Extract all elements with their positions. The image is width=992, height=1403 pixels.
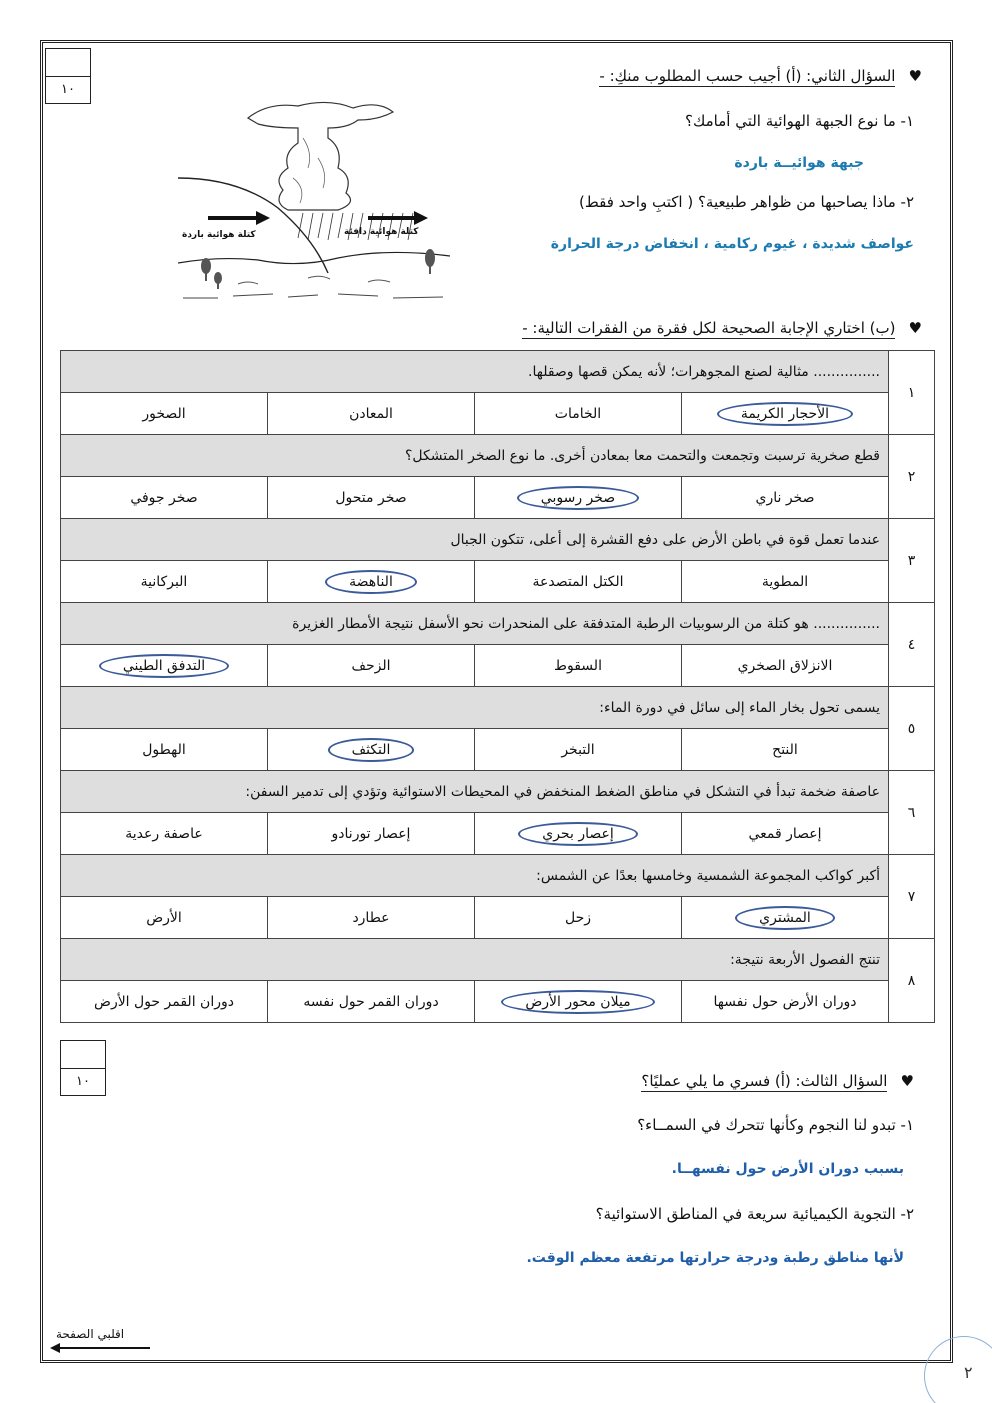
mcq-option-circled-answer: المشتري bbox=[735, 906, 835, 930]
q2-b-heading bbox=[522, 318, 922, 337]
mcq-option[interactable] bbox=[61, 897, 268, 939]
q2-b-title: (ب) اختاري الإجابة الصحيحة لكل فقرة من الفقرات التالية: - bbox=[522, 319, 896, 337]
mcq-option[interactable] bbox=[268, 393, 475, 435]
mcq-number: ١ bbox=[889, 351, 935, 435]
mcq-option[interactable] bbox=[268, 981, 475, 1023]
mcq-option-label: إعصار قمعي bbox=[748, 825, 822, 842]
heart-icon: ♥ bbox=[900, 1072, 914, 1090]
mcq-stem-row bbox=[61, 435, 935, 477]
cold-front-diagram bbox=[178, 98, 450, 304]
mcq-option-label: المعادن bbox=[349, 405, 393, 422]
mcq-option-circled-answer: التكثف bbox=[328, 738, 415, 762]
mcq-options-row bbox=[61, 477, 935, 519]
q2-score-box bbox=[45, 48, 91, 104]
mcq-option-label: دوران القمر حول نفسه bbox=[303, 993, 439, 1010]
mcq-option[interactable] bbox=[61, 729, 268, 771]
mcq-option-label: عاصفة رعدية bbox=[125, 825, 203, 842]
q2-sub1-question: ١- ما نوع الجبهة الهوائية التي أمامك؟ bbox=[685, 112, 914, 130]
mcq-option[interactable] bbox=[268, 729, 475, 771]
mcq-stem-row bbox=[61, 603, 935, 645]
mcq-number: ٥ bbox=[889, 687, 935, 771]
mcq-option-label: الهطول bbox=[142, 741, 186, 758]
mcq-options-row bbox=[61, 729, 935, 771]
mcq-stem-row bbox=[61, 519, 935, 561]
mcq-option[interactable] bbox=[475, 645, 682, 687]
mcq-option[interactable] bbox=[268, 477, 475, 519]
mcq-number: ٣ bbox=[889, 519, 935, 603]
q3-sub2-answer: لأنها مناطق رطبة ودرجة حرارتها مرتفعة معظم الوقت. bbox=[526, 1250, 904, 1266]
mcq-stem-row bbox=[61, 939, 935, 981]
mcq-number: ٦ bbox=[889, 771, 935, 855]
mcq-table bbox=[60, 350, 935, 1023]
mcq-option-label: الخامات bbox=[554, 405, 602, 422]
mcq-option[interactable] bbox=[268, 645, 475, 687]
q2-sub2-answer: عواصف شديدة ، غيوم ركامية ، انخفاض درجة الحرارة bbox=[550, 236, 914, 252]
mcq-option[interactable] bbox=[475, 477, 682, 519]
mcq-option[interactable] bbox=[61, 477, 268, 519]
mcq-option[interactable] bbox=[61, 981, 268, 1023]
mcq-option-circled-answer: التدفق الطيني bbox=[99, 654, 229, 678]
q3-title: السؤال الثالث: (أ) فسري ما يلي عمليًا؟ bbox=[641, 1072, 888, 1090]
mcq-option-circled-answer: ميلان محور الأرض bbox=[501, 990, 654, 1014]
mcq-stem: عندما تعمل قوة في باطن الأرض على دفع القشرة إلى أعلى، تتكون الجبال bbox=[61, 519, 889, 561]
mcq-options-row bbox=[61, 561, 935, 603]
mcq-option[interactable] bbox=[61, 645, 268, 687]
q3-sub1-question: ١- تبدو لنا النجوم وكأنها تتحرك في السمــاء؟ bbox=[637, 1116, 914, 1134]
mcq-option[interactable] bbox=[268, 897, 475, 939]
mcq-option[interactable] bbox=[475, 813, 682, 855]
mcq-option[interactable] bbox=[682, 729, 889, 771]
page-number: ٢ bbox=[964, 1363, 973, 1382]
mcq-option[interactable] bbox=[682, 561, 889, 603]
mcq-option-label: الأرض bbox=[146, 909, 182, 926]
mcq-stem-row bbox=[61, 687, 935, 729]
mcq-number: ٧ bbox=[889, 855, 935, 939]
mcq-options-row bbox=[61, 981, 935, 1023]
q2-heading bbox=[599, 66, 922, 85]
mcq-option-label: المطوية bbox=[761, 573, 809, 590]
turn-page-note bbox=[56, 1327, 124, 1341]
mcq-option[interactable] bbox=[682, 477, 889, 519]
mcq-option-circled-answer: إعصار بحري bbox=[518, 822, 637, 846]
mcq-option-circled-answer: الناهضة bbox=[325, 570, 417, 594]
diagram-warm-label: كتلة هوائية دافئة bbox=[344, 227, 419, 237]
q2-sub2-question: ٢- ماذا يصاحبها من ظواهر طبيعية؟ ( اكتبِ واحد فقط) bbox=[579, 193, 914, 211]
q3-sub2-question: ٢- التجوية الكيميائية سريعة في المناطق الاستوائية؟ bbox=[595, 1205, 914, 1223]
mcq-option-label: صخر ناري bbox=[755, 489, 815, 506]
mcq-stem-row bbox=[61, 855, 935, 897]
q3-score-box bbox=[60, 1040, 106, 1096]
mcq-option[interactable] bbox=[682, 981, 889, 1023]
arrow-left-icon bbox=[50, 1343, 154, 1353]
mcq-stem: قطع صخرية ترسبت وتجمعت والتحمت معا بمعادن أخرى. ما نوع الصخر المتشكل؟ bbox=[61, 435, 889, 477]
mcq-option-label: التبخر bbox=[561, 741, 595, 758]
mcq-option[interactable] bbox=[268, 813, 475, 855]
mcq-option-label: صخر متحول bbox=[335, 489, 407, 506]
mcq-number: ٢ bbox=[889, 435, 935, 519]
heart-icon: ♥ bbox=[908, 319, 922, 337]
mcq-option-label: السقوط bbox=[554, 657, 602, 674]
mcq-option[interactable] bbox=[475, 981, 682, 1023]
mcq-option-label: البركانية bbox=[140, 573, 188, 590]
mcq-option[interactable] bbox=[682, 897, 889, 939]
mcq-stem: أكبر كواكب المجموعة الشمسية وخامسها بعدًا عن الشمس: bbox=[61, 855, 889, 897]
q2-sub1-answer: جبهة هوائيــة باردة bbox=[734, 155, 864, 171]
mcq-option[interactable] bbox=[268, 561, 475, 603]
mcq-option-label: النتح bbox=[772, 741, 798, 758]
q2-title: السؤال الثاني: (أ) أجيب حسب المطلوب منكِ: - bbox=[599, 67, 896, 85]
mcq-option[interactable] bbox=[61, 393, 268, 435]
mcq-number: ٤ bbox=[889, 603, 935, 687]
mcq-options-row bbox=[61, 897, 935, 939]
mcq-option-label: دوران الأرض حول نفسها bbox=[713, 993, 857, 1010]
q3-sub1-answer: بسبب دوران الأرض حول نفسهــا. bbox=[671, 1161, 904, 1177]
mcq-option[interactable] bbox=[475, 393, 682, 435]
mcq-options-row bbox=[61, 645, 935, 687]
q2-score: ١٠ bbox=[61, 82, 75, 97]
mcq-option[interactable] bbox=[682, 813, 889, 855]
mcq-option-label: الزحف bbox=[351, 657, 391, 674]
mcq-option[interactable] bbox=[475, 561, 682, 603]
mcq-stem-row bbox=[61, 771, 935, 813]
mcq-option[interactable] bbox=[682, 393, 889, 435]
mcq-option-label: الصخور bbox=[142, 405, 186, 422]
mcq-option[interactable] bbox=[682, 645, 889, 687]
mcq-option[interactable] bbox=[61, 813, 268, 855]
mcq-option[interactable] bbox=[475, 897, 682, 939]
mcq-option[interactable] bbox=[61, 561, 268, 603]
mcq-options-row bbox=[61, 393, 935, 435]
mcq-option-label: الكتل المتصدعة bbox=[532, 573, 624, 590]
mcq-option-label: دوران القمر حول الأرض bbox=[94, 993, 234, 1010]
q3-heading bbox=[641, 1071, 914, 1090]
mcq-option-circled-answer: صخر رسوبي bbox=[517, 486, 639, 510]
mcq-option-label: زحل bbox=[564, 909, 592, 926]
mcq-option[interactable] bbox=[475, 729, 682, 771]
mcq-stem: ............... مثالية لصنع المجوهرات؛ لأنه يمكن قصها وصقلها. bbox=[61, 351, 889, 393]
mcq-option-label: إعصار تورنادو bbox=[331, 825, 411, 842]
mcq-option-circled-answer: الأحجار الكريمة bbox=[717, 402, 853, 426]
mcq-stem: تنتج الفصول الأربعة نتيجة: bbox=[61, 939, 889, 981]
turn-page-text: اقلبي الصفحة bbox=[56, 1327, 125, 1341]
mcq-stem: ............... هو كتلة من الرسوبيات الرطبة المتدفقة على المنحدرات نحو الأسفل نتيجة الأمطار الغزيرة bbox=[61, 603, 889, 645]
heart-icon: ♥ bbox=[908, 67, 922, 85]
mcq-stem: عاصفة ضخمة تبدأ في التشكل في مناطق الضغط المنخفض في المحيطات الاستوائية وتؤدي إلى تدمير السفن: bbox=[61, 771, 889, 813]
q3-score: ١٠ bbox=[76, 1074, 90, 1089]
mcq-number: ٨ bbox=[889, 939, 935, 1023]
mcq-option-label: الانزلاق الصخري bbox=[737, 657, 833, 674]
diagram-cold-label: كتلة هوائية باردة bbox=[182, 230, 256, 240]
mcq-stem: يسمى تحول بخار الماء إلى سائل في دورة الماء: bbox=[61, 687, 889, 729]
mcq-options-row bbox=[61, 813, 935, 855]
cold-front-illustration bbox=[178, 98, 450, 304]
mcq-option-label: صخر جوفي bbox=[130, 489, 198, 506]
mcq-stem-row bbox=[61, 351, 935, 393]
mcq-option-label: عطارد bbox=[352, 909, 390, 926]
